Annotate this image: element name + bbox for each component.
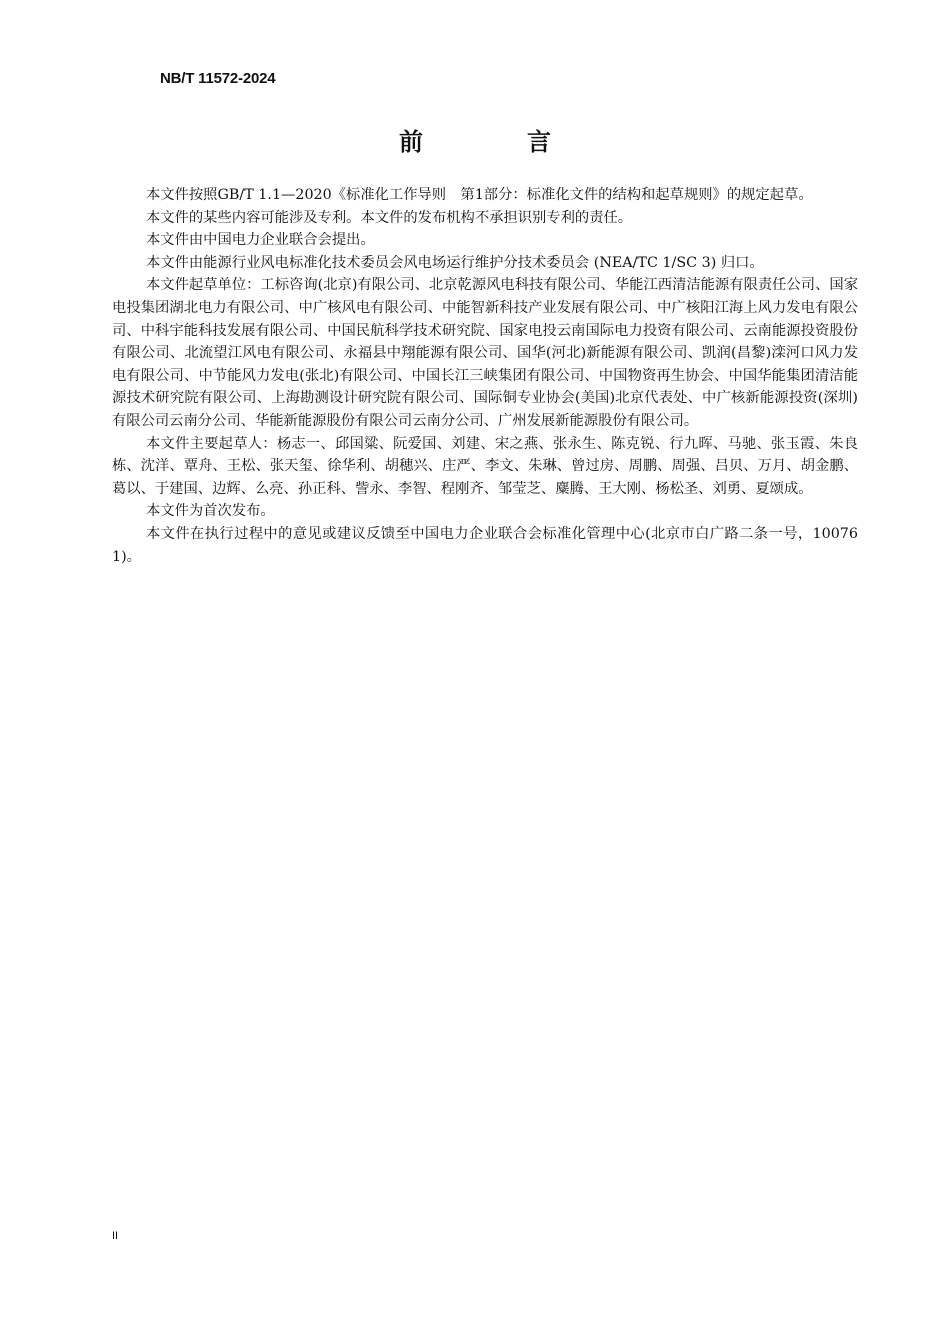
paragraph-first-release: 本文件为首次发布。 bbox=[146, 503, 275, 520]
paragraph-main-drafters: 本文件主要起草人：杨志一、邱国粱、阮爱国、刘建、宋之燕、张永生、陈克锐、行九晖、马驰、张玉霞、朱良栋、沈洋、覃舟、王松、张天玺、徐华利、胡穗兴、庄严、李文、朱琳、曾过房、周鹏、周强、吕贝、万月、胡金鹏、葛以、于建国、边辉、么亮、孙正科、訾永、李智、程刚齐、邹莹芝、麋腾、王大刚、杨松圣、刘勇、夏颂成。 bbox=[112, 435, 858, 497]
paragraph-responsible-committee: 本文件由能源行业风电标准化技术委员会风电场运行维护分技术委员会 (NEA/TC 1/SC 3) 归口。 bbox=[146, 254, 764, 271]
paragraph-drafting-organizations: 本文件起草单位：工标咨询(北京)有限公司、北京乾源风电科技有限公司、华能江西清洁能源有限责任公司、国家电投集团湖北电力有限公司、中广核风电有限公司、中能智新科技产业发展有限公司、中广核阳江海上风力发电有限公司、中科宇能科技发展有限公司、中国民航科学技术研究院、国家电投云南国际电力投资有限公司、云南能源投资股份有限公司、北流望江风电有限公司、永福县中翔能源有限公司、国华(河北)新能源有限公司、凯润(昌黎)滦河口风力发电有限公司、中节能风力发电(张北)有限公司、中国长江三峡集团有限公司、中国物资再生协会、中国华能集团清洁能源技术研究院有限公司、上海勘测设计研究院有限公司、国际铜专业协会(美国)北京代表处、中广核新能源投资(深圳)有限公司云南分公司、华能新能源股份有限公司云南分公司、广州发展新能源股份有限公司。 bbox=[112, 277, 858, 429]
paragraph-patent-notice: 本文件的某些内容可能涉及专利。本文件的发布机构不承担识别专利的责任。 bbox=[146, 209, 633, 226]
paragraph-drafting-rules: 本文件按照GB/T 1.1—2020《标准化工作导则 第1部分：标准化文件的结构和起草规则》的规定起草。 bbox=[146, 187, 813, 203]
foreword-body bbox=[112, 184, 858, 568]
page-number: II bbox=[112, 1230, 119, 1242]
document-code: NB/T 11572-2024 bbox=[160, 70, 276, 87]
page-title: 前 言 bbox=[399, 128, 591, 156]
paragraph-proposer: 本文件由中国电力企业联合会提出。 bbox=[146, 232, 375, 249]
paragraph-feedback: 本文件在执行过程中的意见或建议反馈至中国电力企业联合会标准化管理中心(北京市白广路二条一号，100761)。 bbox=[112, 525, 858, 565]
